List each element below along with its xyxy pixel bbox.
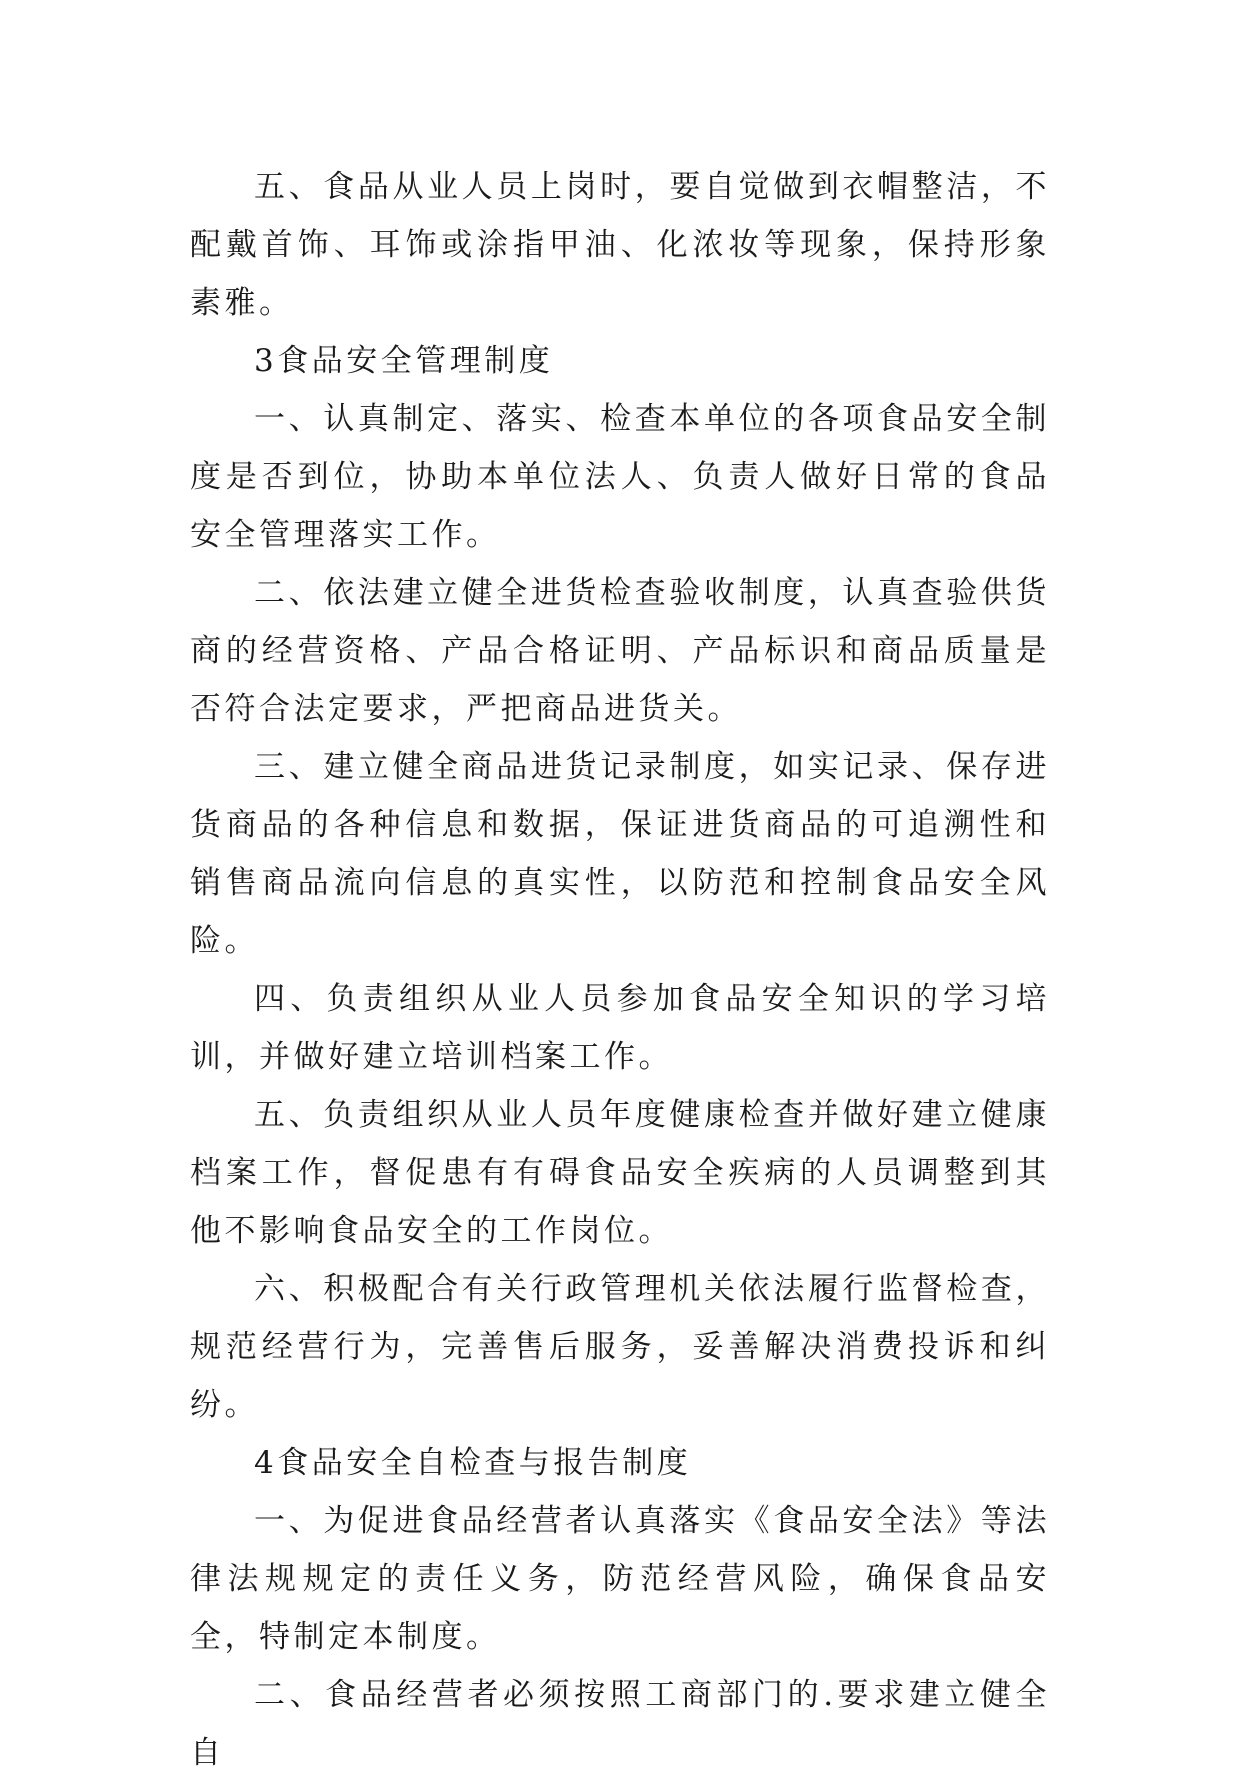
paragraph-4-2: 二、食品经营者必须按照工商部门的.要求建立健全自 — [190, 1677, 1050, 1771]
paragraph-3-2: 二、依法建立健全进货检查验收制度，认真查验供货商的经营资格、产品合格证明、产品标识和商品质量是否符合法定要求，严把商品进货关。 — [190, 575, 1050, 727]
paragraph-3-5: 五、负责组织从业人员年度健康检查并做好建立健康档案工作，督促患有有碍食品安全疾病的人员调整到其他不影响食品安全的工作岗位。 — [190, 1097, 1050, 1249]
section-heading-3: 3食品安全管理制度 — [254, 343, 554, 379]
paragraph-3-6: 六、积极配合有关行政管理机关依法履行监督检查，规范经营行为，完善售后服务，妥善解决消费投诉和纠纷。 — [190, 1271, 1050, 1423]
paragraph-3-4: 四、负责组织从业人员参加食品安全知识的学习培训，并做好建立培训档案工作。 — [190, 981, 1050, 1075]
paragraph-4-1: 一、为促进食品经营者认真落实《食品安全法》等法律法规规定的责任义务，防范经营风险，确保食品安全，特制定本制度。 — [190, 1503, 1050, 1655]
paragraph-3-3: 三、建立健全商品进货记录制度，如实记录、保存进货商品的各种信息和数据，保证进货商品的可追溯性和销售商品流向信息的真实性，以防范和控制食品安全风险。 — [190, 749, 1050, 959]
paragraph-3-1: 一、认真制定、落实、检查本单位的各项食品安全制度是否到位，协助本单位法人、负责人做好日常的食品安全管理落实工作。 — [190, 401, 1050, 553]
document-body — [190, 158, 1050, 1782]
section-heading-4: 4食品安全自检查与报告制度 — [254, 1445, 692, 1481]
paragraph-staff-appearance: 五、食品从业人员上岗时，要自觉做到衣帽整洁，不配戴首饰、耳饰或涂指甲油、化浓妆等现象，保持形象素雅。 — [190, 169, 1050, 321]
